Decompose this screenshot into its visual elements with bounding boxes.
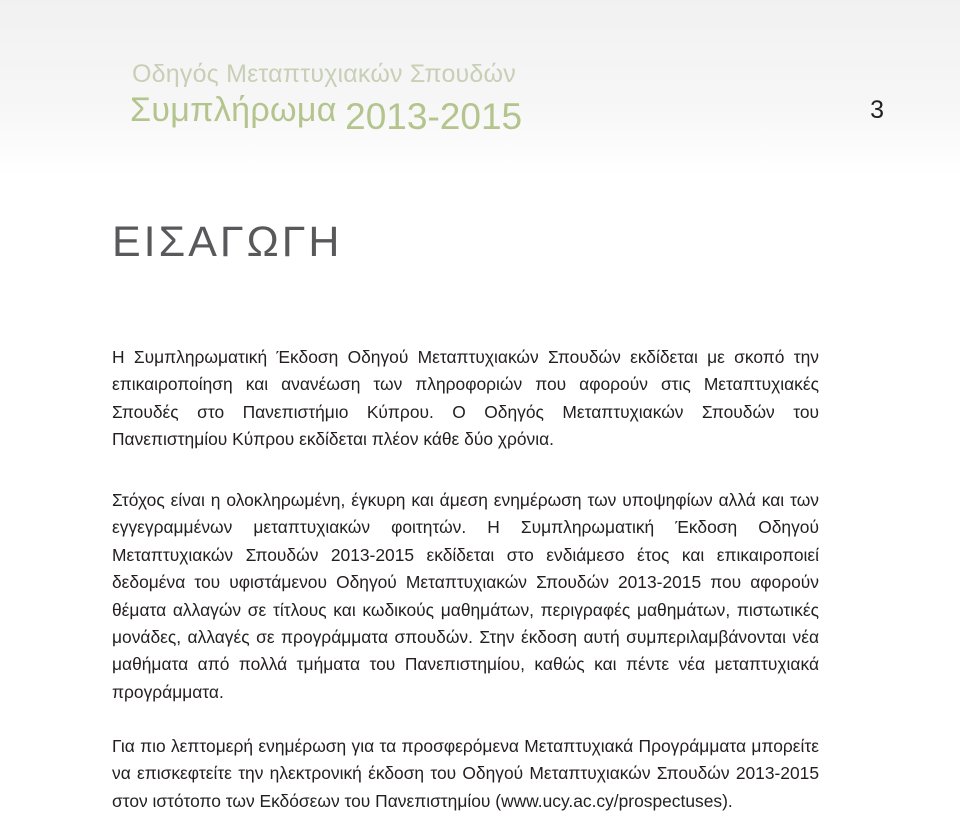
prospectuses-link[interactable]: www.ucy.ac.cy/prospectuses (501, 790, 723, 811)
intro-paragraph-2: Στόχος είναι η ολοκληρωμένη, έγκυρη και άμεση ενημέρωση των υποψηφίων αλλά και των εγγεγραμμένων μεταπτυχιακών φοιτητών. Η Συμπληρωματική Έκδοση Οδηγού Μεταπτυχιακών Σπουδών 2013-2015 εκδίδεται στο ενδιάμεσο έτος και επικαιροποιεί δεδομένα του υφιστάμενου Οδηγού Μεταπτυχιακών Σπουδών 2013-2015 που αφορούν θέματα αλλαγών σε τίτλους και κωδικούς μαθημάτων, περιγραφές μαθημάτων, πιστωτικές μονάδες, αλλαγές σε προγράμματα σπουδών. Στην έκδοση αυτή συμπεριλαμβάνονται νέα μαθήματα από πολλά τμήματα του Πανεπιστημίου, καθώς και πέντε νέα μεταπτυχιακά προγράμματα. (112, 490, 819, 702)
link-close-paren: ). (722, 790, 733, 811)
guide-title-block (130, 88, 523, 137)
supplement-title: Συμπλήρωμα (130, 91, 337, 129)
paragraph-3-text: Για πιο λεπτομερή ενημέρωση για τα προσφερόμενα Μεταπτυχιακά Προγράμματα μπορείτε να επισκεφτείτε την ηλεκτρονική έκδοση του Οδηγού Μεταπτυχιακών Σπουδών 2013-2015 στον ιστότοπο των Εκδόσεων του Πανεπιστημίου (112, 736, 819, 811)
page-number: 3 (870, 96, 884, 124)
guide-subtitle: Οδηγός Μεταπτυχιακών Σπουδών (132, 60, 516, 88)
intro-paragraph-3 (112, 733, 819, 815)
section-title: ΕΙΣΑΓΩΓΗ (112, 218, 343, 266)
intro-paragraph-1: Η Συμπληρωματική Έκδοση Οδηγού Μεταπτυχιακών Σπουδών εκδίδεται με σκοπό την επικαιροποίηση και ανανέωση των πληροφοριών που αφορούν στις Μεταπτυχιακές Σπουδές στο Πανεπιστήμιο Κύπρου. Ο Οδηγός Μεταπτυχιακών Σπουδών του Πανεπιστημίου Κύπρου εκδίδεται πλέον κάθε δύο χρόνια. (112, 347, 819, 450)
edition-years: 2013-2015 (345, 96, 523, 137)
link-open-paren: ( (495, 790, 502, 811)
